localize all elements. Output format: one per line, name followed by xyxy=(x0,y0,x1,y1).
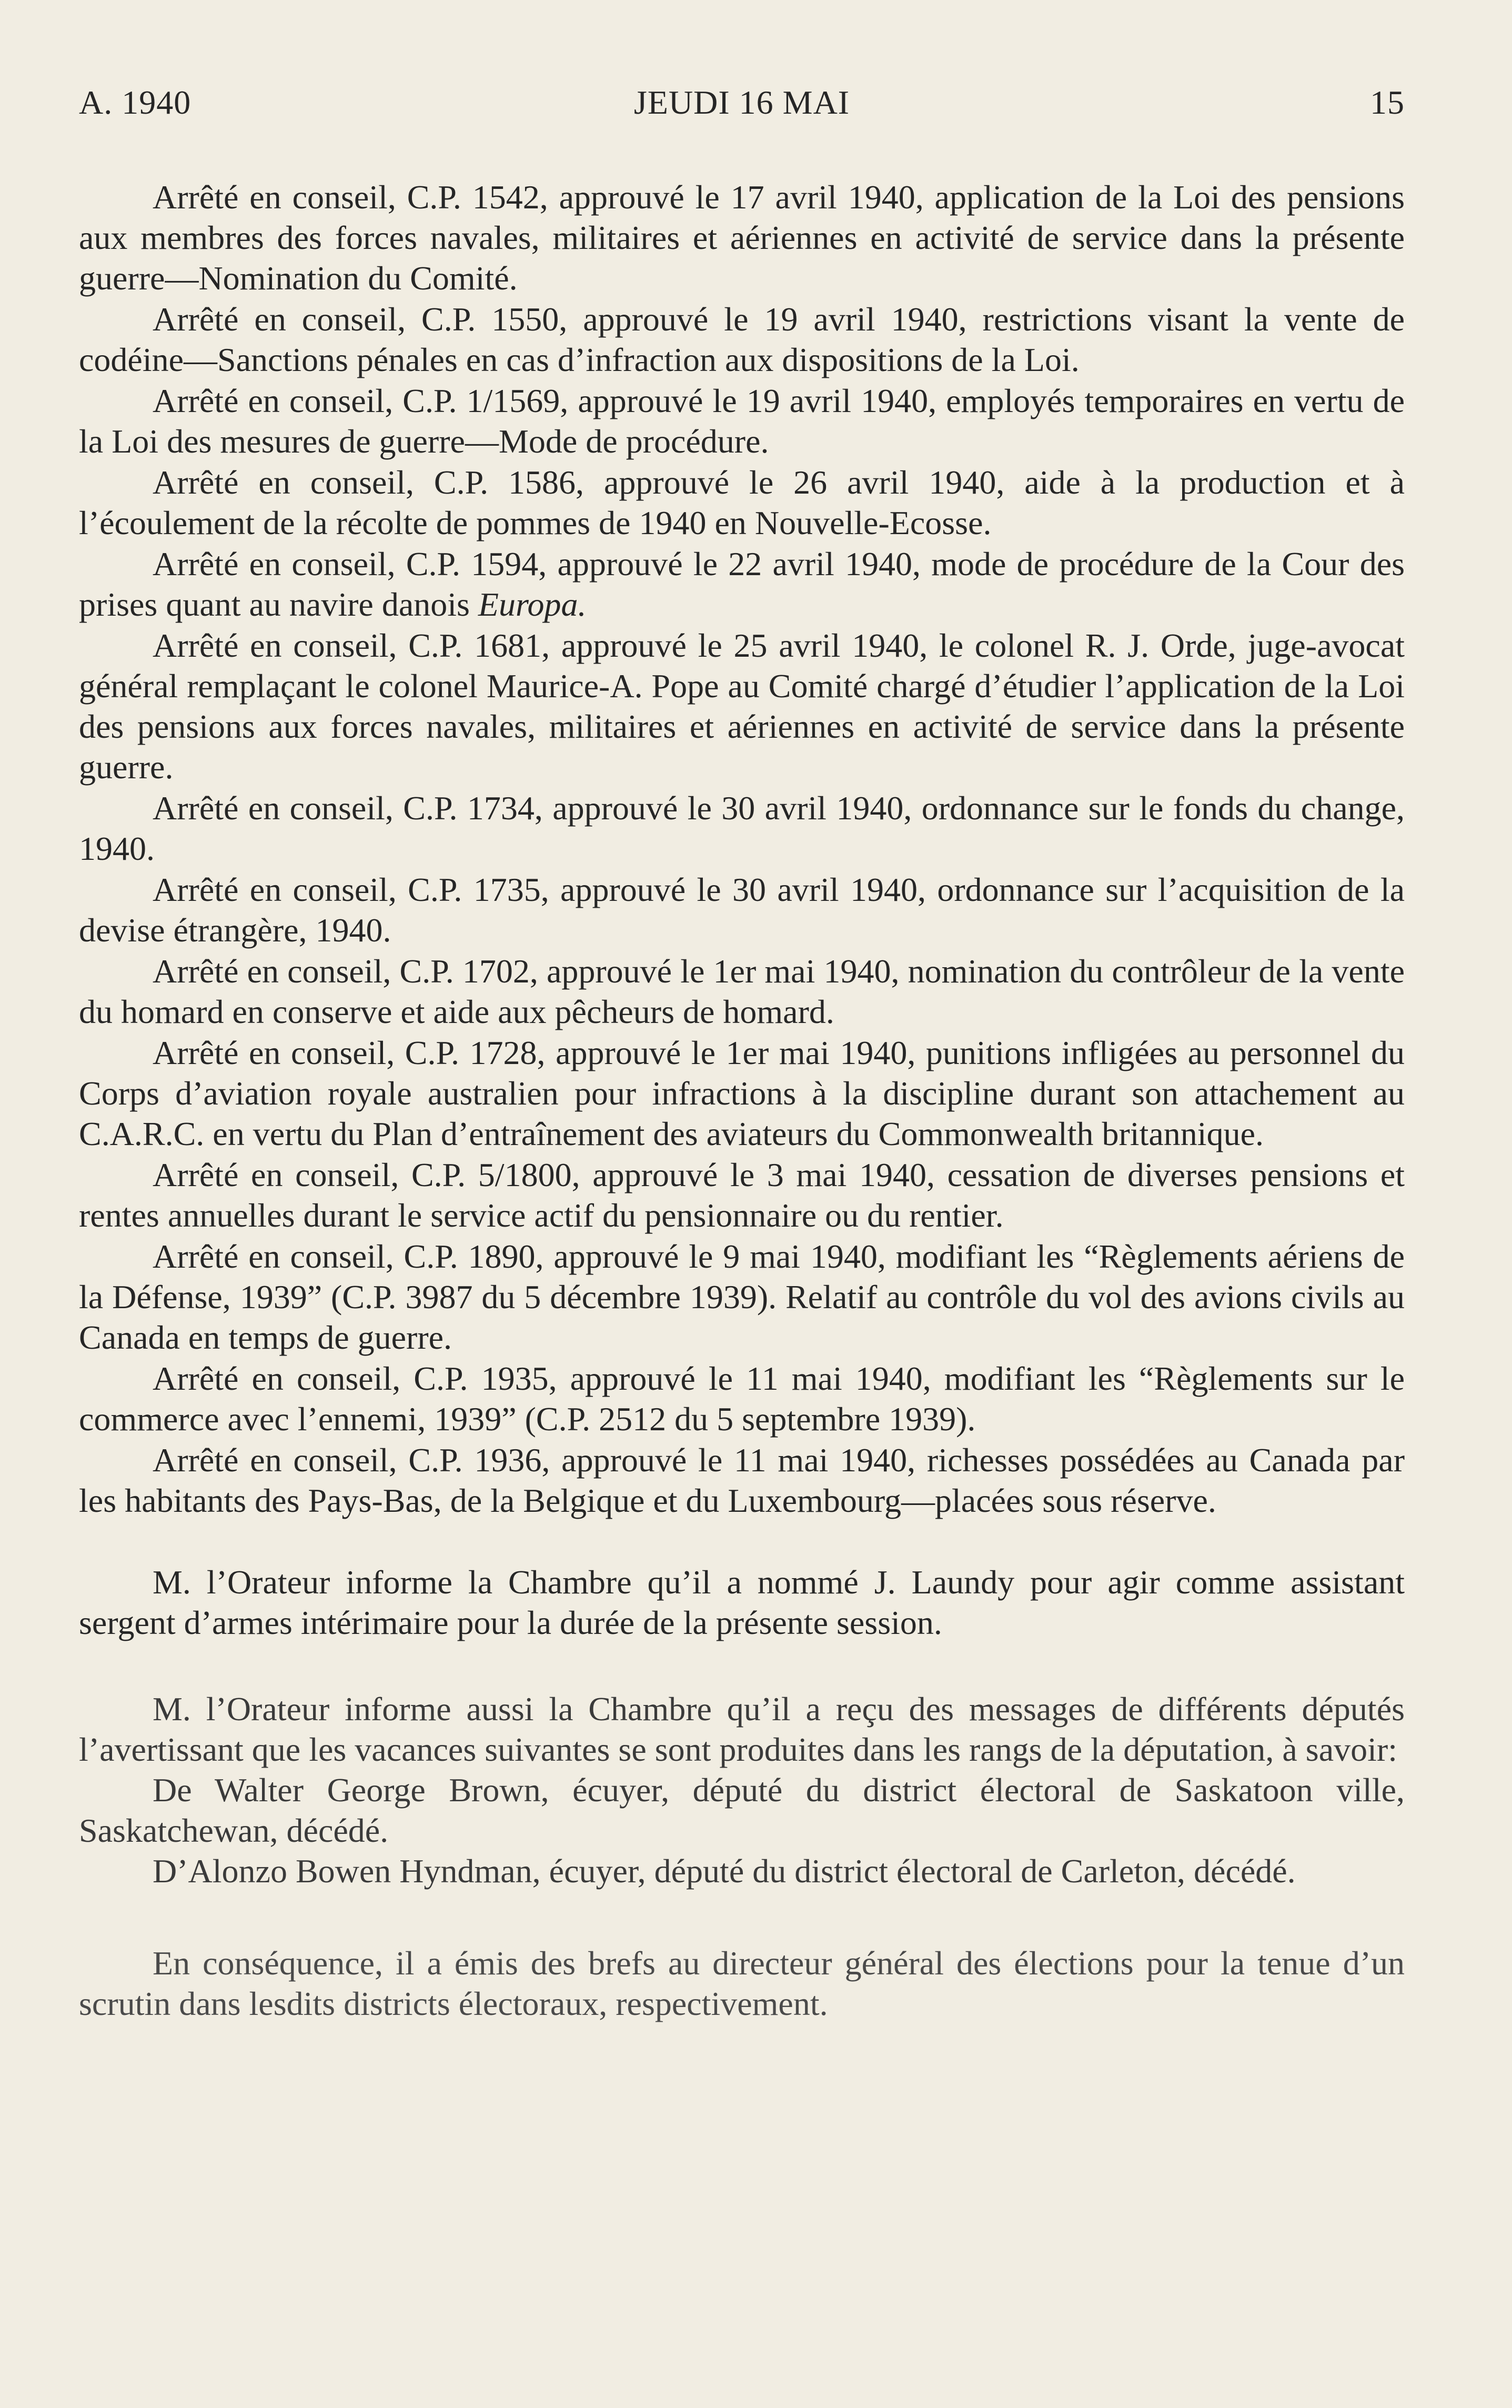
order-paragraph: Arrêté en conseil, C.P. 1728, approuvé le 1er mai 1940, punitions infligées au personnel du Corps d’aviation royale australien pour infractions à la discipline durant son attachement au C.A.R.C. en vertu du Plan d’entraînement des aviateurs du Commonwealth britannique. xyxy=(79,1034,1405,1152)
page-header xyxy=(79,79,1405,126)
header-session-year: A. 1940 xyxy=(79,84,191,121)
order-paragraph: Arrêté en conseil, C.P. 1890, approuvé le 9 mai 1940, modifiant les “Règlements aériens de la Défense, 1939” (C.P. 3987 du 5 décembre 1939). Relatif au contrôle du vol des avions civils au Canada en temps de guerre. xyxy=(79,1238,1405,1356)
vacancy-item: D’Alonzo Bowen Hyndman, écuyer, député du district électoral de Carleton, décédé. xyxy=(153,1852,1296,1890)
ship-name: Europa. xyxy=(478,586,587,623)
order-paragraph: Arrêté en conseil, C.P. 1702, approuvé le 1er mai 1940, nomination du contrôleur de la vente du homard en conserve et aide aux pêcheurs de homard. xyxy=(79,952,1405,1030)
vacancy-item: De Walter George Brown, écuyer, député du district électoral de Saskatoon ville, Saskatchewan, décédé. xyxy=(79,1771,1405,1849)
header-date: JEUDI 16 MAI xyxy=(633,84,850,121)
order-paragraph: Arrêté en conseil, C.P. 1550, approuvé le 19 avril 1940, restrictions visant la vente de codéine—Sanctions pénales en cas d’infraction aux dispositions de la Loi. xyxy=(79,300,1405,378)
order-paragraph: Arrêté en conseil, C.P. 1542, approuvé le 17 avril 1940, application de la Loi des pensions aux membres des forces navales, militaires et aériennes en activité de service dans la présente guerre—Nomination du Comité. xyxy=(79,178,1405,297)
order-paragraph: Arrêté en conseil, C.P. 1586, approuvé le 26 avril 1940, aide à la production et à l’écoulement de la récolte de pommes de 1940 en Nouvelle-Ecosse. xyxy=(79,464,1405,541)
speaker-announcement-vacancies: M. l’Orateur informe aussi la Chambre qu’il a reçu des messages de différents députés l’avertissant que les vacances suivantes se sont produites dans les rangs de la députation, à savoir: xyxy=(79,1690,1405,1768)
order-text: Arrêté en conseil, C.P. 1594, approuvé le 22 avril 1940, mode de procédure de la Cour des prises quant au navire danois xyxy=(79,545,1405,623)
page-body xyxy=(79,177,1405,2024)
order-paragraph: Arrêté en conseil, C.P. 1935, approuvé le 11 mai 1940, modifiant les “Règlements sur le commerce avec l’ennemi, 1939” (C.P. 2512 du 5 septembre 1939). xyxy=(79,1360,1405,1438)
page-number: 15 xyxy=(1370,84,1405,121)
order-paragraph: Arrêté en conseil, C.P. 1734, approuvé le 30 avril 1940, ordonnance sur le fonds du change, 1940. xyxy=(79,789,1405,867)
speaker-announcement-sergeant: M. l’Orateur informe la Chambre qu’il a nommé J. Laundy pour agir comme assistant sergent d’armes intérimaire pour la durée de la présente session. xyxy=(79,1563,1405,1641)
order-paragraph: Arrêté en conseil, C.P. 1936, approuvé le 11 mai 1940, richesses possédées au Canada par les habitants des Pays-Bas, de la Belgique et du Luxembourg—placées sous réserve. xyxy=(79,1441,1405,1519)
order-paragraph: Arrêté en conseil, C.P. 5/1800, approuvé le 3 mai 1940, cessation de diverses pensions et rentes annuelles durant le service actif du pensionnaire ou du rentier. xyxy=(79,1156,1405,1234)
order-paragraph xyxy=(79,544,1405,625)
order-paragraph: Arrêté en conseil, C.P. 1/1569, approuvé le 19 avril 1940, employés temporaires en vertu de la Loi des mesures de guerre—Mode de procédure. xyxy=(79,382,1405,460)
order-paragraph: Arrêté en conseil, C.P. 1735, approuvé le 30 avril 1940, ordonnance sur l’acquisition de la devise étrangère, 1940. xyxy=(79,871,1405,949)
orders-in-council-list xyxy=(79,177,1405,1521)
order-paragraph: Arrêté en conseil, C.P. 1681, approuvé le 25 avril 1940, le colonel R. J. Orde, juge-avocat général remplaçant le colonel Maurice-A. Pope au Comité chargé d’étudier l’application de la Loi des pensions aux forces navales, militaires et aériennes en activité de service dans la présente guerre. xyxy=(79,627,1405,786)
writs-issued-paragraph: En conséquence, il a émis des brefs au directeur général des élections pour la tenue d’un scrutin dans lesdits districts électoraux, respectivement. xyxy=(79,1944,1405,2022)
